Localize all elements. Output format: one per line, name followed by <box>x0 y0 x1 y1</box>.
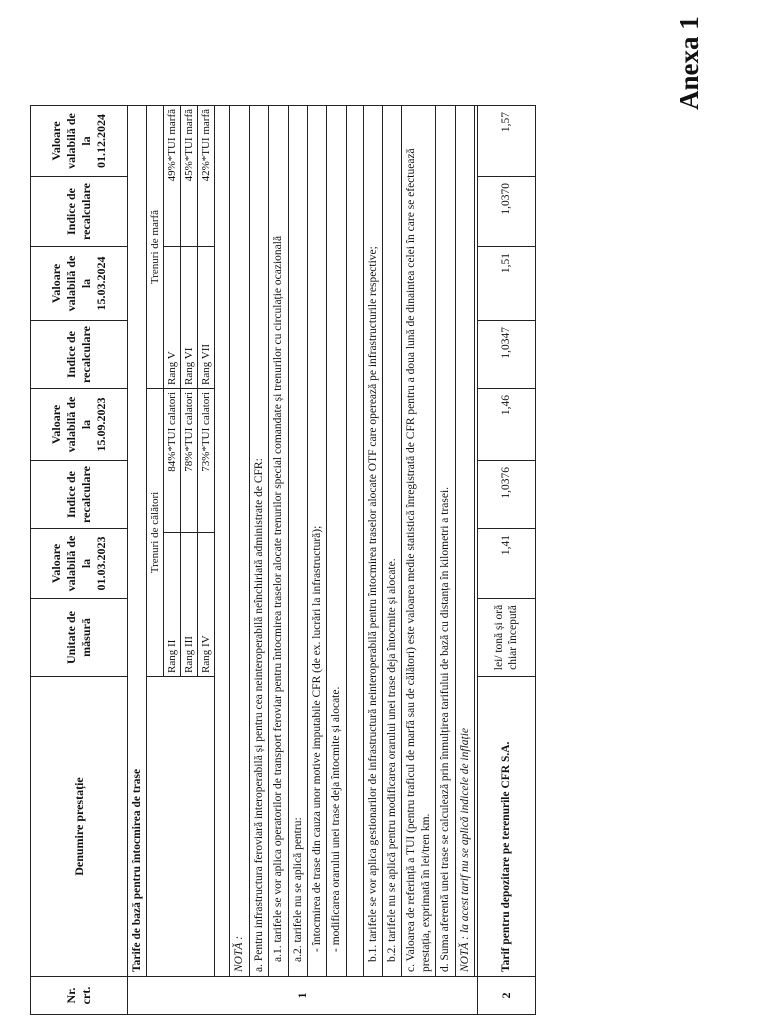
header-val1: Valoare valabilă de la 01.03.2023 <box>31 529 128 599</box>
header-ind2: Indice de recalculare <box>31 321 128 389</box>
note-a1-row <box>269 106 288 1015</box>
passenger-rank-row <box>181 389 198 676</box>
freight-rank-label: Rang VII <box>198 247 215 388</box>
note-a: a. Pentru infrastructura feroviară interoperabilă și pentru cea neinteroperabilă neînchiriată administrate de CFR: <box>249 106 268 977</box>
row2-ind2: 1,0347 <box>477 321 535 389</box>
spacer-cell <box>215 106 230 977</box>
note-b1: b.1. tarifele se vor aplica gestionarilor de infrastructură neinteroperabilă pentru întocmirea traselor alocate OTF care operează pe infrastructurile respective; <box>363 106 382 977</box>
header-denumire: Denumire prestație <box>31 677 128 977</box>
row1-empty-cell <box>147 677 215 977</box>
spacer-cell <box>346 106 363 977</box>
freight-ranks-table <box>147 106 214 388</box>
passenger-rank-label: Rang III <box>181 533 198 677</box>
row2-nr: 2 <box>477 977 535 1015</box>
note-a2-row <box>288 106 307 1015</box>
passenger-rank-row <box>164 389 181 676</box>
note-a2-1-row <box>307 106 326 1015</box>
header-val3: Valoare valabilă de la 15.03.2024 <box>31 247 128 321</box>
passenger-rank-label: Rang II <box>164 533 181 677</box>
freight-rank-value: 42%*TUI marfă <box>198 106 215 247</box>
passenger-ranks-block <box>147 389 215 677</box>
row2 <box>477 106 535 1015</box>
freight-rank-row <box>198 106 215 388</box>
row1-ranks-row <box>147 106 215 1015</box>
note-a2-2: - modificarea orarului unei trase deja întocmite și alocate. <box>327 106 346 977</box>
passenger-ranks-table <box>147 389 214 676</box>
note-a-row <box>249 106 268 1015</box>
row2-ind1: 1,0376 <box>477 461 535 529</box>
row2-val1: 1,41 <box>477 529 535 599</box>
note-c-row <box>402 106 436 1015</box>
header-ind3: Indice de recalculare <box>31 177 128 247</box>
row2-unit: lei/ tonă și oră chiar începută <box>477 599 535 677</box>
freight-rank-row <box>164 106 181 388</box>
row1-spacer <box>215 106 230 1015</box>
row2-val4: 1,57 <box>477 106 535 177</box>
note-a2: a.2. tarifele nu se aplică pentru: <box>288 106 307 977</box>
freight-rank-value: 49%*TUI marfă <box>164 106 181 247</box>
row1-nota: NOTĂ : <box>230 106 249 977</box>
note-last: NOTĂ : la acest tarif nu se aplică indicele de inflație <box>455 106 474 977</box>
row1-spacer <box>346 106 363 1015</box>
row2-val2: 1,46 <box>477 389 535 461</box>
note-c: c. Valoarea de referință a TUI (pentru traficul de marfă sau de călători) este valoarea medie statistică înregistrată de CFR pentru a doua lună de dinaintea celei în care se efectuează prestația, exprimată în lei/tren km. <box>402 106 436 977</box>
freight-rank-row <box>181 106 198 388</box>
passenger-rank-value: 73%*TUI calatori <box>198 389 215 533</box>
header-val4: Valoare valabilă de la 01.12.2024 <box>31 106 128 177</box>
freight-rank-label: Rang V <box>164 247 181 388</box>
row1-title-row <box>128 106 147 1015</box>
passenger-header: Trenuri de călători <box>147 389 164 676</box>
row1-nr: 1 <box>128 977 478 1015</box>
row1-nota-row <box>230 106 249 1015</box>
header-unitate: Unitate de măsură <box>31 599 128 677</box>
header-val2: Valoare valabilă de la 15.09.2023 <box>31 389 128 461</box>
header-nr: Nr. crt. <box>31 977 128 1015</box>
row1-title: Tarife de bază pentru întocmirea de trase <box>128 106 147 977</box>
row2-ind3: 1,0370 <box>477 177 535 247</box>
freight-rank-label: Rang VI <box>181 247 198 388</box>
freight-header: Trenuri de marfă <box>147 106 164 388</box>
note-a1: a.1. tarifele se vor aplica operatorilor de transport feroviar pentru întocmirea traselor alocate trenurilor special comandate și trenurilor cu circulație ocazională <box>269 106 288 977</box>
annex-title: Anexa 1 <box>674 16 704 110</box>
freight-ranks-block <box>147 106 215 389</box>
passenger-rank-row <box>198 389 215 676</box>
freight-rank-value: 45%*TUI marfă <box>181 106 198 247</box>
row2-val3: 1,51 <box>477 247 535 321</box>
row2-title: Tarif pentru depozitare pe terenurile CFR S.A. <box>477 677 535 977</box>
note-last-row <box>455 106 474 1015</box>
passenger-rank-label: Rang IV <box>198 533 215 677</box>
note-d: d. Suma aferentă unei trase se calculează prin înmulțirea tarifului de bază cu distanța în kilometri a trasei. <box>436 106 455 977</box>
note-d-row <box>436 106 455 1015</box>
note-b2: b.2. tarifele nu se aplică pentru modificarea orarului unei trase deja întocmite și alocate. <box>383 106 402 977</box>
note-b2-row <box>383 106 402 1015</box>
passenger-rank-value: 84%*TUI calatori <box>164 389 181 533</box>
note-a2-2-row <box>327 106 346 1015</box>
header-row <box>31 106 128 1015</box>
passenger-rank-value: 78%*TUI calatori <box>181 389 198 533</box>
note-b1-row <box>363 106 382 1015</box>
note-a2-1: - întocmirea de trase din cauza unor motive imputabile CFR (de ex. lucrări la infrastructură); <box>307 106 326 977</box>
tariff-table <box>30 105 536 1015</box>
header-ind1: Indice de recalculare <box>31 461 128 529</box>
